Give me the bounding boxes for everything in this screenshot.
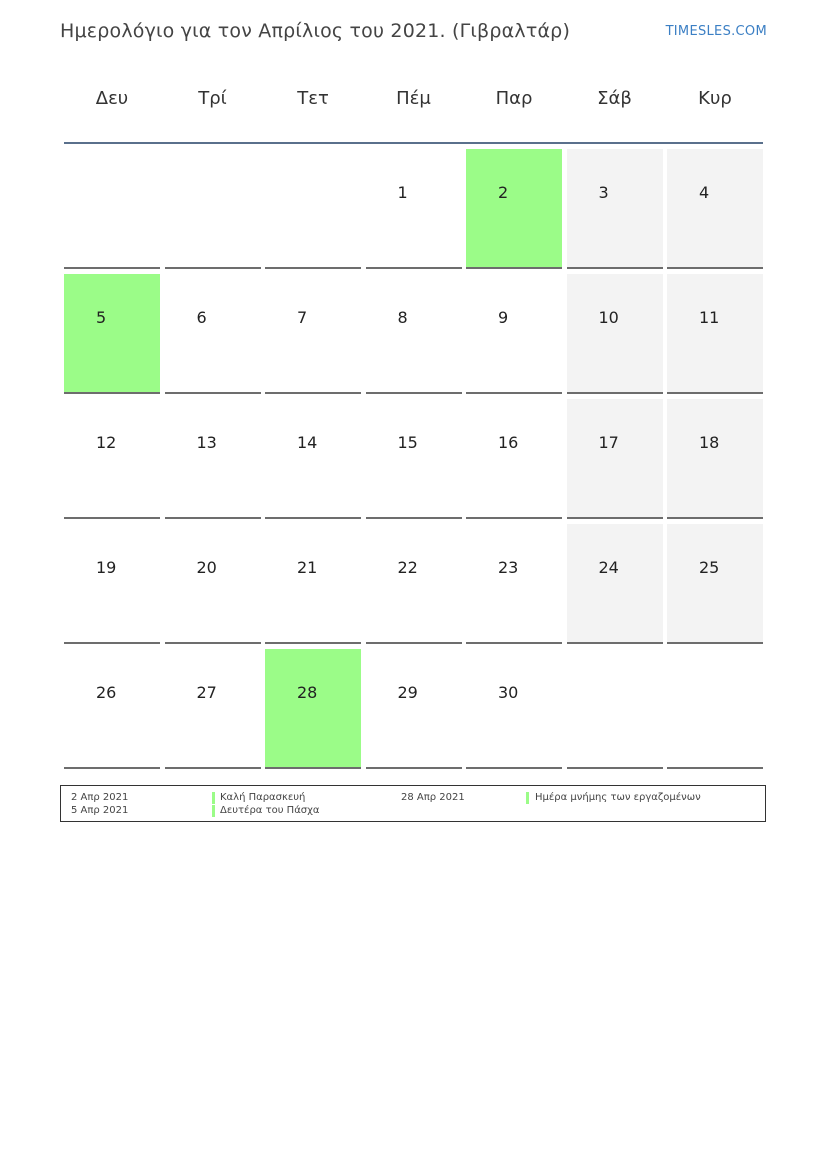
- week-row: [64, 274, 763, 394]
- day-number: 16: [498, 433, 519, 452]
- empty-day-cell: [567, 649, 663, 769]
- legend-name: Δευτέρα του Πάσχα: [220, 805, 320, 816]
- day-cell[interactable]: [567, 399, 663, 519]
- day-number: 14: [297, 433, 318, 452]
- day-cell[interactable]: [667, 524, 763, 644]
- day-number: 1: [397, 183, 408, 202]
- day-number: 23: [498, 558, 519, 577]
- day-number: 21: [297, 558, 318, 577]
- legend-name: Καλή Παρασκευή: [220, 792, 306, 803]
- day-cell[interactable]: [366, 274, 462, 394]
- weekday-label: Δευ: [95, 88, 129, 109]
- empty-day-cell: [64, 149, 160, 269]
- day-cell[interactable]: [366, 649, 462, 769]
- legend-date: 5 Απρ 2021: [71, 805, 129, 816]
- day-number: 17: [598, 433, 619, 452]
- weekday-label: Τρί: [198, 88, 227, 109]
- day-cell[interactable]: [567, 274, 663, 394]
- day-cell[interactable]: [366, 524, 462, 644]
- day-cell[interactable]: [165, 649, 261, 769]
- holiday-day-cell[interactable]: [466, 149, 562, 269]
- day-cell[interactable]: [366, 149, 462, 269]
- legend-color-swatch: [212, 792, 215, 804]
- day-cell[interactable]: [64, 649, 160, 769]
- day-number: 15: [397, 433, 418, 452]
- day-number: 2: [498, 183, 509, 202]
- holiday-legend: [60, 785, 766, 822]
- day-cell[interactable]: [466, 524, 562, 644]
- day-number: 6: [196, 308, 207, 327]
- week-row: [64, 149, 763, 269]
- day-cell[interactable]: [366, 399, 462, 519]
- week-row: [64, 649, 763, 769]
- empty-day-cell: [265, 149, 361, 269]
- day-number: 9: [498, 308, 509, 327]
- holiday-day-cell[interactable]: [64, 274, 160, 394]
- day-number: 12: [96, 433, 117, 452]
- week-row: [64, 399, 763, 519]
- day-number: 11: [699, 308, 720, 327]
- weekday-label: Τετ: [297, 88, 329, 109]
- day-number: 22: [397, 558, 418, 577]
- day-cell[interactable]: [667, 274, 763, 394]
- header-divider: [64, 142, 763, 144]
- day-cell[interactable]: [165, 399, 261, 519]
- day-cell[interactable]: [466, 274, 562, 394]
- day-number: 8: [397, 308, 408, 327]
- day-number: 7: [297, 308, 308, 327]
- day-number: 18: [699, 433, 720, 452]
- day-number: 20: [196, 558, 217, 577]
- day-number: 5: [96, 308, 107, 327]
- day-cell[interactable]: [466, 399, 562, 519]
- weekday-label: Παρ: [495, 88, 533, 109]
- legend-date: 28 Απρ 2021: [401, 792, 465, 803]
- calendar-grid: [64, 149, 763, 774]
- day-number: 19: [96, 558, 117, 577]
- day-cell[interactable]: [165, 274, 261, 394]
- page-title: Ημερολόγιο για τον Απρίλιος του 2021. (Γιβραλτάρ): [60, 20, 571, 42]
- day-cell[interactable]: [265, 399, 361, 519]
- day-number: 26: [96, 683, 117, 702]
- day-cell[interactable]: [64, 399, 160, 519]
- legend-date: 2 Απρ 2021: [71, 792, 129, 803]
- day-cell[interactable]: [567, 524, 663, 644]
- day-cell[interactable]: [466, 649, 562, 769]
- empty-day-cell: [165, 149, 261, 269]
- holiday-day-cell[interactable]: [265, 649, 361, 769]
- weekday-header: [64, 88, 763, 120]
- weekday-label: Κυρ: [698, 88, 732, 109]
- day-number: 10: [598, 308, 619, 327]
- day-number: 25: [699, 558, 720, 577]
- day-cell[interactable]: [64, 524, 160, 644]
- day-number: 28: [297, 683, 318, 702]
- day-number: 27: [196, 683, 217, 702]
- week-row: [64, 524, 763, 644]
- day-number: 4: [699, 183, 710, 202]
- legend-color-swatch: [526, 792, 529, 804]
- empty-day-cell: [667, 649, 763, 769]
- day-cell[interactable]: [667, 399, 763, 519]
- day-cell[interactable]: [265, 274, 361, 394]
- day-number: 29: [397, 683, 418, 702]
- weekday-label: Πέμ: [396, 88, 431, 109]
- day-number: 30: [498, 683, 519, 702]
- day-number: 24: [598, 558, 619, 577]
- brand-link[interactable]: TIMESLES.COM: [665, 24, 767, 39]
- legend-name: Ημέρα μνήμης των εργαζομένων: [535, 792, 701, 803]
- legend-color-swatch: [212, 805, 215, 817]
- day-number: 3: [598, 183, 609, 202]
- day-cell[interactable]: [567, 149, 663, 269]
- day-cell[interactable]: [667, 149, 763, 269]
- day-cell[interactable]: [265, 524, 361, 644]
- day-cell[interactable]: [165, 524, 261, 644]
- day-number: 13: [196, 433, 217, 452]
- weekday-label: Σάβ: [597, 88, 632, 109]
